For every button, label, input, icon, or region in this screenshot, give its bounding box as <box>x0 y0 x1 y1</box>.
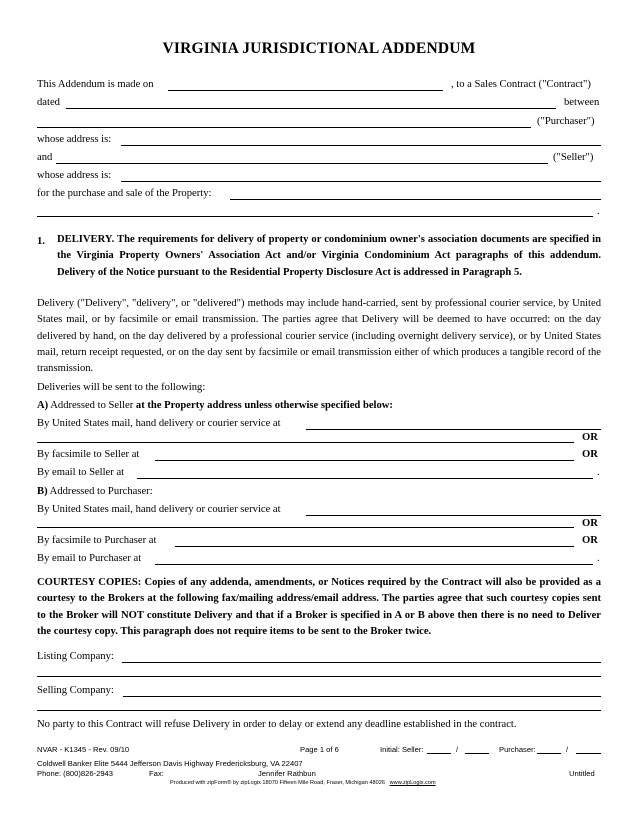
seller-mail-field[interactable] <box>306 429 601 430</box>
produced-text: Produced with zipForm® by zipLogix 18070 Fifteen Mile Road, Fraser, Michigan 48026 <box>170 780 385 786</box>
purchaser-email-field[interactable] <box>155 564 593 565</box>
purchaser-or-2: OR <box>582 535 598 546</box>
purchaser-name-field[interactable] <box>37 127 531 128</box>
purchaser-email-label: By email to Purchaser at <box>37 553 142 564</box>
seller-name-field[interactable] <box>56 163 548 164</box>
seller-or-2: OR <box>582 449 598 460</box>
seller-or-1: OR <box>582 432 598 443</box>
purchaser-initial-2[interactable] <box>576 753 601 754</box>
made-on-field[interactable] <box>168 90 443 91</box>
listing-company-field-2[interactable] <box>37 676 601 677</box>
ziplogix-link[interactable]: www.zipLogix.com <box>389 780 436 786</box>
sales-contract-label: , to a Sales Contract ("Contract") <box>451 79 591 90</box>
addressed-to-seller: Addressed to Seller <box>50 400 134 411</box>
and-label: and <box>37 152 53 163</box>
purchaser-initial-1[interactable] <box>537 753 561 754</box>
seller-address-field[interactable] <box>121 181 601 182</box>
section-1-number: 1. <box>37 236 45 247</box>
seller-initial-2[interactable] <box>465 753 489 754</box>
seller-block-note: at the Property address unless otherwise specified below: <box>135 400 393 411</box>
purchaser-fax-field[interactable] <box>175 546 574 547</box>
delivery-paragraph: Delivery ("Delivery", "delivery", or "delivered") methods may include hand-carried, sent by professional courier service, by United States mail, or by facsimile or email transmission. The parties agree that Delivery will be deemed to have occurred: on the day delivered by hand, on the day delivered by a professional courier service (including overnight delivery service), or by United States mail, return receipt requested, or on the day sent by facsimile or email transmission either of which produces a tangible record of the transmission. <box>37 298 601 375</box>
seller-fax-field[interactable] <box>155 460 574 461</box>
purchaser-mail-label: By United States mail, hand delivery or courier service at <box>37 504 281 515</box>
file-name: Untitled <box>569 769 595 778</box>
between-label: between <box>564 97 600 108</box>
seller-fax-label: By facsimile to Seller at <box>37 449 140 460</box>
property-field[interactable] <box>230 199 601 200</box>
initial-seller-label: Initial: Seller: <box>380 745 424 754</box>
purchaser-email-period: . <box>597 553 600 564</box>
seller-label: ("Seller") <box>553 152 594 163</box>
property-period: . <box>597 206 600 217</box>
seller-email-field[interactable] <box>137 478 593 479</box>
addressed-to-purchaser: Addressed to Purchaser: <box>49 486 153 497</box>
page-number: Page 1 of 6 <box>300 745 339 754</box>
made-on-label: This Addendum is made on <box>37 79 154 90</box>
selling-company-field-2[interactable] <box>37 710 601 711</box>
agent-name: Jennifer Rathbun <box>258 769 316 778</box>
purchaser-fax-label: By facsimile to Purchaser at <box>37 535 157 546</box>
initial-purchaser-label: Purchaser: <box>499 745 536 754</box>
purchaser-address-field[interactable] <box>121 145 601 146</box>
seller-block-heading <box>37 399 393 412</box>
seller-email-label: By email to Seller at <box>37 467 125 478</box>
no-party-statement: No party to this Contract will refuse Delivery in order to delay or extend any deadline established in the contract. <box>37 719 517 730</box>
purchaser-label: ("Purchaser") <box>537 116 595 127</box>
broker-fax: Fax: <box>149 769 164 778</box>
label-b: B) <box>37 486 48 497</box>
seller-mail-label: By United States mail, hand delivery or courier service at <box>37 418 281 429</box>
listing-company-label: Listing Company: <box>37 651 114 662</box>
purchaser-mail-field-2[interactable] <box>37 527 574 528</box>
broker-phone: Phone: (800)826-2943 <box>37 769 113 778</box>
deliveries-heading: Deliveries will be sent to the following: <box>37 382 206 393</box>
selling-company-field[interactable] <box>123 696 601 697</box>
seller-mail-field-2[interactable] <box>37 442 574 443</box>
label-a: A) <box>37 400 49 411</box>
purchaser-block-heading <box>37 485 153 498</box>
property-label: for the purchase and sale of the Property: <box>37 188 212 199</box>
produced-by <box>170 780 436 786</box>
dated-field[interactable] <box>66 108 556 109</box>
seller-initial-1[interactable] <box>427 753 451 754</box>
purchaser-or-1: OR <box>582 518 598 529</box>
initial-slash-1: / <box>456 745 459 754</box>
seller-address-label: whose address is: <box>37 170 112 181</box>
form-id: NVAR - K1345 - Rev. 09/10 <box>37 745 130 754</box>
listing-company-field[interactable] <box>122 662 601 663</box>
page-title: VIRGINIA JURISDICTIONAL ADDENDUM <box>162 40 476 57</box>
courtesy-copies-paragraph: COURTESY COPIES: Copies of any addenda, amendments, or Notices required by the Contract will also be provided as a courtesy to the Brokers at the following fax/mailing address/email address. The parties agree that such courtesy copies sent to the Broker will NOT constitute Delivery and that if a Broker is specified in A or B above then there is no need to Deliver the courtesy copy. This paragraph does not require items to be sent to the Broker twice. <box>37 577 601 637</box>
purchaser-address-label: whose address is: <box>37 134 112 145</box>
seller-email-period: . <box>597 467 600 478</box>
section-1-delivery: DELIVERY. The requirements for delivery of property or condominium owner's association documents are specified in the Virginia Property Owners' Association Act and/or Virginia Condominium Act paragraphs of this addendum. Delivery of the Notice pursuant to the Residential Property Disclosure Act is addressed in Paragraph 5. <box>57 234 601 278</box>
dated-label: dated <box>37 97 60 108</box>
broker-address: Coldwell Banker Elite 5444 Jefferson Davis Highway Fredericksburg, VA 22407 <box>37 759 303 768</box>
purchaser-mail-field[interactable] <box>306 515 601 516</box>
selling-company-label: Selling Company: <box>37 685 114 696</box>
property-field-2[interactable] <box>37 216 593 217</box>
initial-slash-2: / <box>566 745 569 754</box>
